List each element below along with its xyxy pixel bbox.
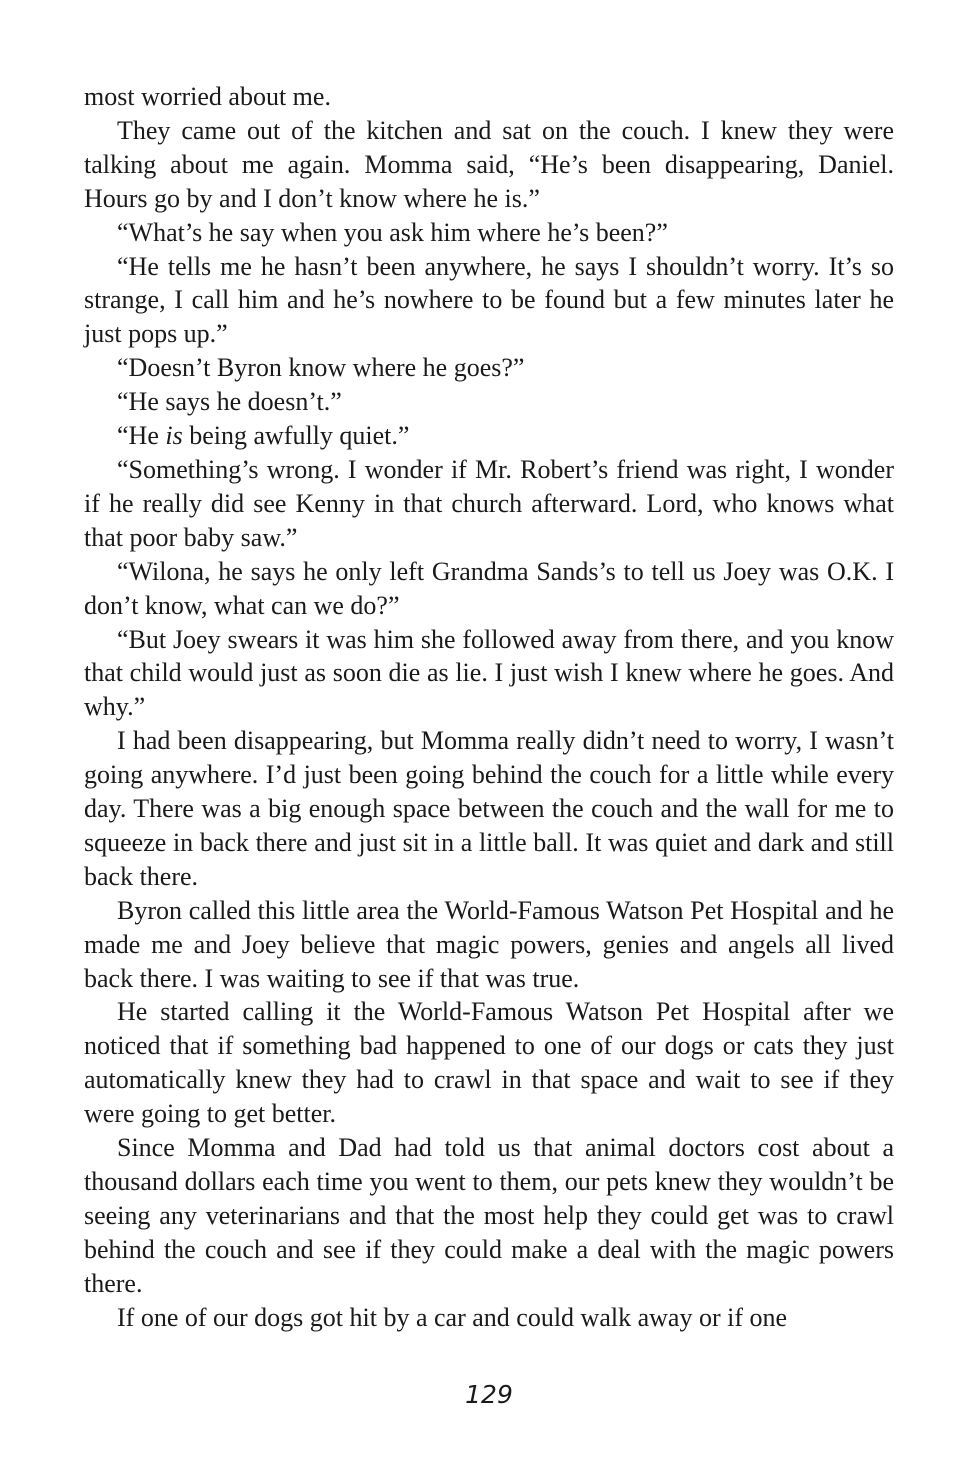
emphasis-text: is (165, 421, 183, 451)
book-page-body (84, 80, 894, 1335)
paragraph: “Something’s wrong. I wonder if Mr. Robert’s friend was right, I wonder if he really did see Kenny in that church afterward. Lord, who knows what that poor baby saw.” (84, 454, 894, 552)
paragraph: “Wilona, he says he only left Grandma Sands’s to tell us Joey was O.K. I don’t know, what can we do?” (84, 556, 894, 620)
paragraph-continued: most worried about me. (84, 82, 331, 111)
paragraph: I had been disappearing, but Momma really didn’t need to worry, I wasn’t going anywhere. I’d just been going behind the couch for a little while every day. There was a big enough space between the couch and the wall for me to squeeze in back there and just sit in a little ball. It was quiet and dark and still back there. (84, 726, 894, 891)
text-run: “He (117, 421, 166, 451)
paragraph: Byron called this little area the World-Famous Watson Pet Hospital and he made me and Joey believe that magic powers, genies and angels all lived back there. I was waiting to see if that was true. (84, 895, 894, 993)
paragraph: “But Joey swears it was him she followed away from there, and you know that child would just as soon die as lie. I just wish I knew where he goes. And why.” (84, 624, 894, 722)
paragraph: “He tells me he hasn’t been anywhere, he says I shouldn’t worry. It’s so strange, I call him and he’s nowhere to be found but a few minutes later he just pops up.” (84, 251, 894, 349)
paragraph: “What’s he say when you ask him where he’s been?” (117, 217, 668, 247)
paragraph: “He says he doesn’t.” (117, 387, 342, 417)
paragraph-continues: If one of our dogs got hit by a car and could walk away or if one (117, 1302, 788, 1332)
paragraph: “Doesn’t Byron know where he goes?” (117, 353, 525, 383)
paragraph: Since Momma and Dad had told us that animal doctors cost about a thousand dollars each time you went to them, our pets knew they wouldn’t be seeing any veterinarians and that the most help they could get was to crawl behind the couch and see if they could make a deal with the magic powers there. (84, 1133, 894, 1298)
page-number: 129 (465, 1380, 513, 1409)
text-run: being awfully quiet.” (182, 421, 410, 451)
paragraph-with-emphasis (84, 419, 894, 453)
paragraph: He started calling it the World-Famous Watson Pet Hospital after we noticed that if something bad happened to one of our dogs or cats they just automatically knew they had to crawl in that space and wait to see if they were going to get better. (84, 997, 894, 1129)
paragraph: They came out of the kitchen and sat on the couch. I knew they were talking about me again. Momma said, “He’s been disappearing, Daniel. Hours go by and I don’t know where he is.” (84, 115, 894, 213)
